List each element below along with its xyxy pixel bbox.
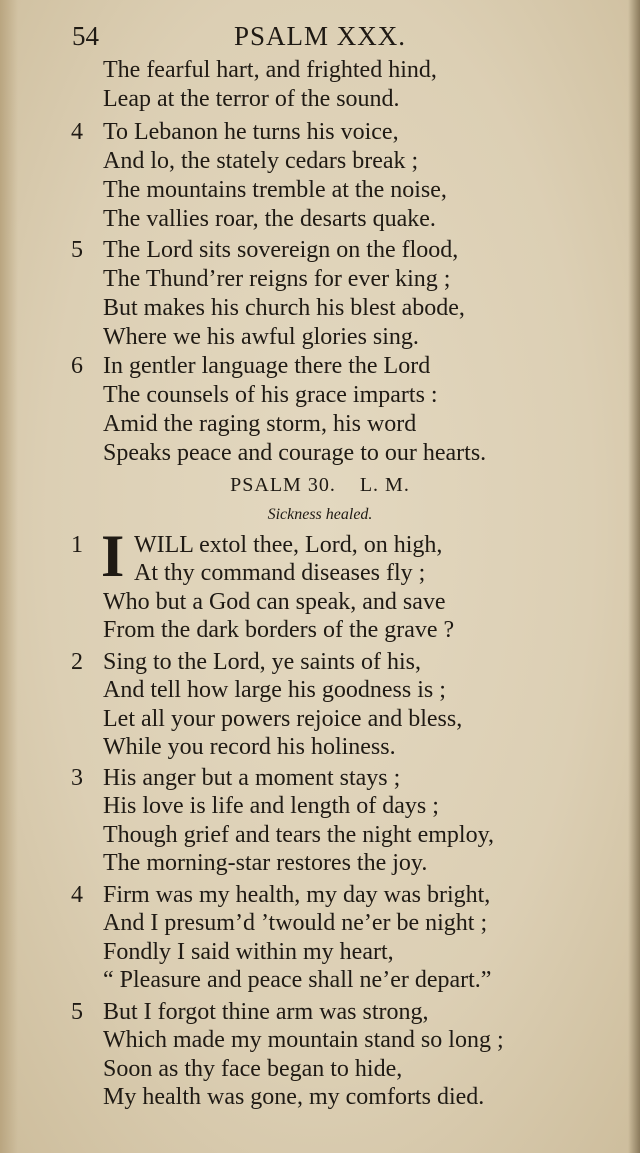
verse-line: In gentler language there the Lord: [103, 353, 431, 379]
stanza-number: 4: [71, 882, 83, 908]
verse-line: His anger but a moment stays ;: [103, 765, 401, 791]
stanza-number: 5: [71, 237, 83, 263]
verse-line: “ Pleasure and peace shall ne’er depart.”: [103, 967, 492, 993]
verse-line: Let all your powers rejoice and bless,: [103, 706, 463, 732]
verse-line: His love is life and length of days ;: [103, 793, 439, 819]
verse-line: The mountains tremble at the noise,: [103, 177, 447, 203]
verse-line: The Lord sits sovereign on the flood,: [103, 237, 459, 263]
psalm-subtitle: Sickness healed.: [267, 506, 373, 523]
stanza-number: 4: [71, 119, 83, 145]
stanza-number: 6: [71, 353, 83, 379]
psalm-meter: L. M.: [359, 474, 410, 496]
page-edge-shadow-right: [628, 0, 640, 1153]
verse-line: Soon as thy face began to hide,: [103, 1056, 403, 1082]
verse-line: The vallies roar, the desarts quake.: [103, 206, 436, 232]
verse-line: At thy command diseases fly ;: [134, 560, 426, 586]
verse-line: The fearful hart, and frighted hind,: [103, 57, 437, 83]
psalm-title: PSALM 30.: [230, 474, 336, 496]
verse-line: My health was gone, my comforts died.: [103, 1084, 485, 1110]
stanza-number: 1: [71, 532, 83, 558]
verse-line: From the dark borders of the grave ?: [103, 617, 455, 643]
psalm-heading: [0, 472, 640, 498]
stanza-number: 2: [71, 649, 83, 675]
verse-line: The Thund’rer reigns for ever king ;: [103, 266, 451, 292]
verse-line: Though grief and tears the night employ,: [103, 822, 495, 848]
page-header: [0, 18, 640, 54]
verse-line: WILL extol thee, Lord, on high,: [134, 532, 443, 558]
verse-line: Fondly I said within my heart,: [103, 939, 394, 965]
stanza-number: 5: [71, 999, 83, 1025]
verse-line: The counsels of his grace imparts :: [103, 382, 438, 408]
verse-line: And tell how large his goodness is ;: [103, 677, 446, 703]
page-edge-shadow-left: [0, 0, 18, 1153]
verse-line: The morning-star restores the joy.: [103, 850, 428, 876]
verse-line: Who but a God can speak, and save: [103, 589, 446, 615]
stanza-number: 3: [71, 765, 83, 791]
verse-line: Firm was my health, my day was bright,: [103, 882, 491, 908]
drop-cap: I: [101, 523, 125, 589]
verse-line: Sing to the Lord, ye saints of his,: [103, 649, 421, 675]
verse-line: While you record his holiness.: [103, 734, 396, 760]
verse-line: Amid the raging storm, his word: [103, 411, 417, 437]
verse-line: But makes his church his blest abode,: [103, 295, 465, 321]
verse-line: Which made my mountain stand so long ;: [103, 1027, 504, 1053]
verse-line: But I forgot thine arm was strong,: [103, 999, 429, 1025]
verse-line: Leap at the terror of the sound.: [103, 86, 400, 112]
verse-line: And lo, the stately cedars break ;: [103, 148, 419, 174]
verse-line: And I presum’d ’twould ne’er be night ;: [103, 910, 488, 936]
running-title: PSALM XXX.: [233, 21, 407, 51]
verse-line: Where we his awful glories sing.: [103, 324, 419, 350]
verse-line: Speaks peace and courage to our hearts.: [103, 440, 487, 466]
page-number: 54: [72, 21, 99, 51]
verse-line: To Lebanon he turns his voice,: [103, 119, 399, 145]
